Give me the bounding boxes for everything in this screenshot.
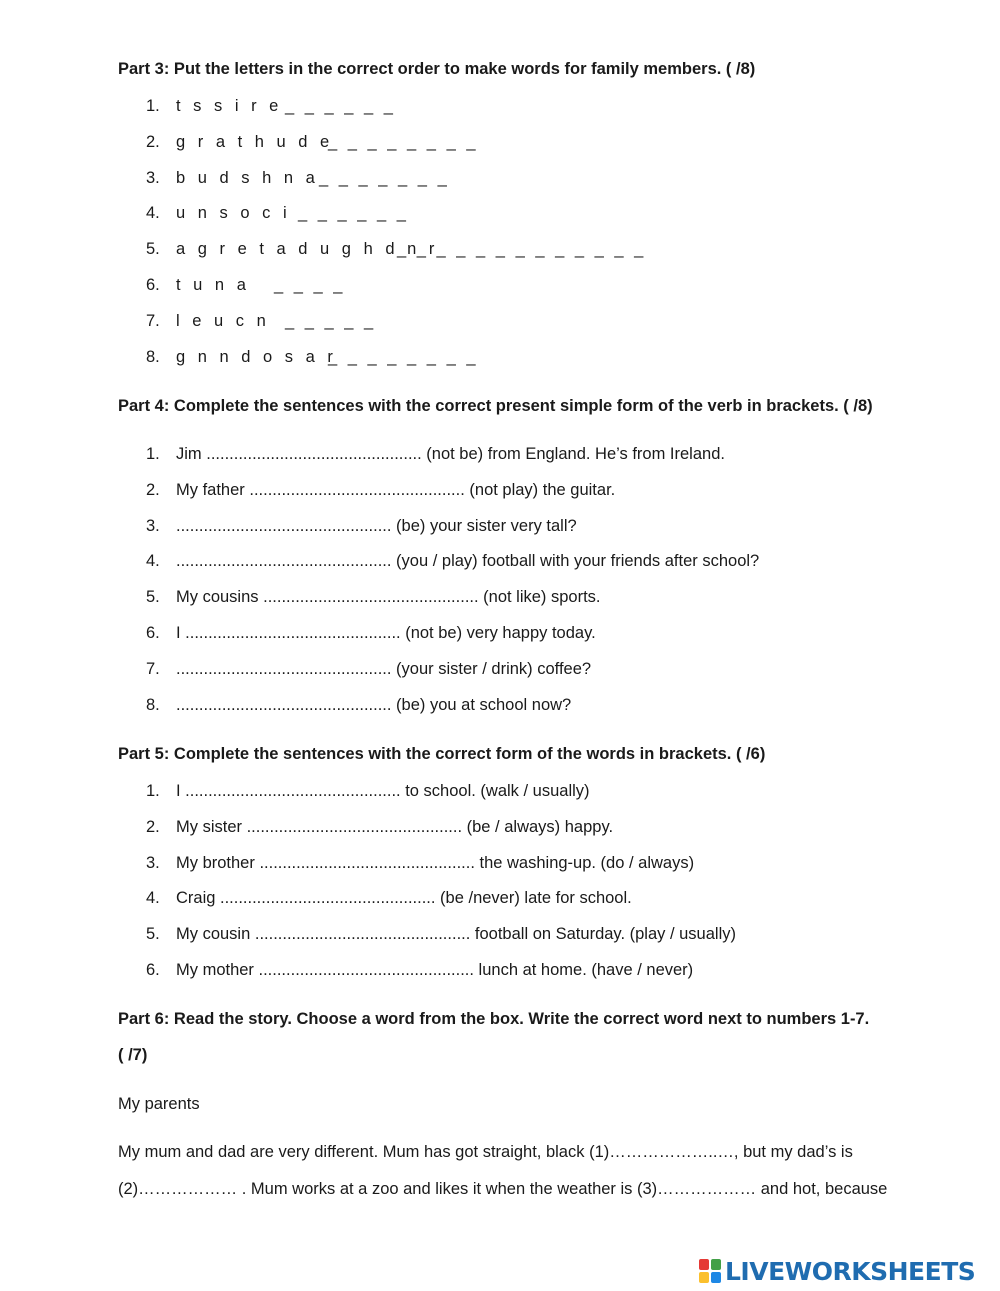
list-item	[0, 588, 1000, 610]
sentence-text: ............................................... (you / play) football with your friends after school?	[176, 552, 760, 571]
scrambled-letters: t u n a	[176, 276, 250, 294]
story-title: My parents	[118, 1095, 200, 1113]
sentence-text: ............................................... (your sister / drink) coffee?	[176, 659, 592, 678]
sentence-text: My brother ............................................... the washing-up. (do / always)	[176, 853, 695, 872]
part3-heading: Part 3: Put the letters in the correct order to make words for family members. ( /8)	[118, 60, 756, 78]
list-item	[0, 481, 1000, 503]
scrambled-letters: b u d s h n a	[176, 168, 319, 187]
list-item	[0, 696, 1000, 718]
scrambled-letters: g n n d o s a r	[176, 347, 337, 366]
list-item	[0, 133, 1000, 155]
list-item	[0, 961, 1000, 983]
item-number: 4.	[146, 204, 160, 223]
item-number: 6.	[146, 961, 160, 979]
item-number: 5.	[146, 925, 160, 944]
logo-square-3	[699, 1272, 709, 1283]
answer-blank: _ _ _ _ _ _ _	[319, 168, 450, 187]
sentence-text: My sister ............................................... (be / always) happy.	[176, 817, 614, 836]
part6-heading: Part 6: Read the story. Choose a word from the box. Write the correct word next to numbers 1-7.	[118, 1010, 870, 1028]
item-number: 6.	[146, 276, 160, 294]
item-number: 1.	[146, 97, 160, 115]
answer-blank: _ _ _ _ _ _ _ _	[328, 347, 479, 366]
item-number: 7.	[146, 659, 160, 678]
answer-blank: _ _ _ _ _	[285, 311, 377, 330]
list-item	[0, 854, 1000, 876]
liveworksheets-logo	[698, 1256, 975, 1286]
list-item	[0, 445, 1000, 467]
answer-blank: _ _ _ _ _ _	[298, 204, 409, 223]
item-number: 3.	[146, 168, 160, 187]
part5-heading: Part 5: Complete the sentences with the correct form of the words in brackets. ( /6)	[118, 745, 766, 763]
scrambled-letters: t s s i r e	[176, 97, 283, 115]
item-number: 1.	[146, 782, 160, 800]
answer-blank: _ _ _ _ _ _ _ _ _ _ _ _ _	[397, 240, 647, 259]
item-number: 4.	[146, 552, 160, 571]
answer-blank: _ _ _ _	[274, 276, 346, 294]
item-number: 2.	[146, 817, 160, 836]
list-item	[0, 624, 1000, 646]
list-item	[0, 660, 1000, 682]
sentence-text: My cousin ............................................... football on Saturday. (play / usually)	[176, 925, 736, 944]
scrambled-letters: a g r e t a d u g h d n r	[176, 240, 439, 259]
answer-blank: _ _ _ _ _ _ _ _	[328, 132, 479, 151]
list-item	[0, 97, 1000, 119]
list-item	[0, 348, 1000, 370]
sentence-text: My mother ............................................... lunch at home. (have / never)	[176, 961, 694, 979]
sentence-text: My cousins ............................................... (not like) sports.	[176, 588, 601, 607]
item-number: 4.	[146, 889, 160, 908]
story-line-1: My mum and dad are very different. Mum has got straight, black (1)………………..…, but my dad’s is	[118, 1143, 853, 1161]
item-number: 5.	[146, 588, 160, 607]
item-number: 3.	[146, 853, 160, 872]
scrambled-letters: u n s o c i	[176, 204, 291, 223]
part6-score: ( /7)	[118, 1046, 148, 1064]
item-number: 1.	[146, 445, 160, 463]
list-item	[0, 889, 1000, 911]
logo-badge-icon	[698, 1258, 722, 1284]
logo-text: LIVEWORKSHEETS	[725, 1256, 976, 1286]
scrambled-letters: g r a t h u d e	[176, 132, 334, 151]
list-item	[0, 782, 1000, 804]
item-number: 8.	[146, 347, 160, 366]
part4-heading: Part 4: Complete the sentences with the correct present simple form of the verb in brackets. ( /8)	[118, 397, 873, 415]
list-item	[0, 517, 1000, 539]
sentence-text: I ............................................... (not be) very happy today.	[176, 624, 596, 642]
item-number: 2.	[146, 480, 160, 499]
item-number: 5.	[146, 240, 160, 259]
scrambled-letters: l e u c n	[176, 311, 270, 330]
item-number: 7.	[146, 311, 160, 330]
item-number: 8.	[146, 695, 160, 714]
sentence-text: I ............................................... to school. (walk / usually)	[176, 782, 590, 800]
list-item	[0, 276, 1000, 298]
item-number: 6.	[146, 624, 160, 642]
list-item	[0, 312, 1000, 334]
list-item	[0, 169, 1000, 191]
sentence-text: My father ............................................... (not play) the guitar.	[176, 480, 616, 499]
sentence-text: Craig ............................................... (be /never) late for school.	[176, 889, 632, 908]
list-item	[0, 552, 1000, 574]
sentence-text: Jim ............................................... (not be) from England. He’s from Ireland.	[176, 445, 725, 463]
list-item	[0, 240, 1000, 262]
logo-square-2	[711, 1259, 721, 1270]
story-line-2: (2)……………… . Mum works at a zoo and likes it when the weather is (3)……………… and hot, because	[118, 1180, 888, 1198]
list-item	[0, 204, 1000, 226]
list-item	[0, 925, 1000, 947]
logo-square-4	[711, 1272, 721, 1283]
answer-blank: _ _ _ _ _ _	[285, 97, 396, 115]
item-number: 2.	[146, 132, 160, 151]
sentence-text: ............................................... (be) you at school now?	[176, 695, 572, 714]
logo-square-1	[699, 1259, 709, 1270]
sentence-text: ............................................... (be) your sister very tall?	[176, 516, 577, 535]
item-number: 3.	[146, 516, 160, 535]
list-item	[0, 818, 1000, 840]
